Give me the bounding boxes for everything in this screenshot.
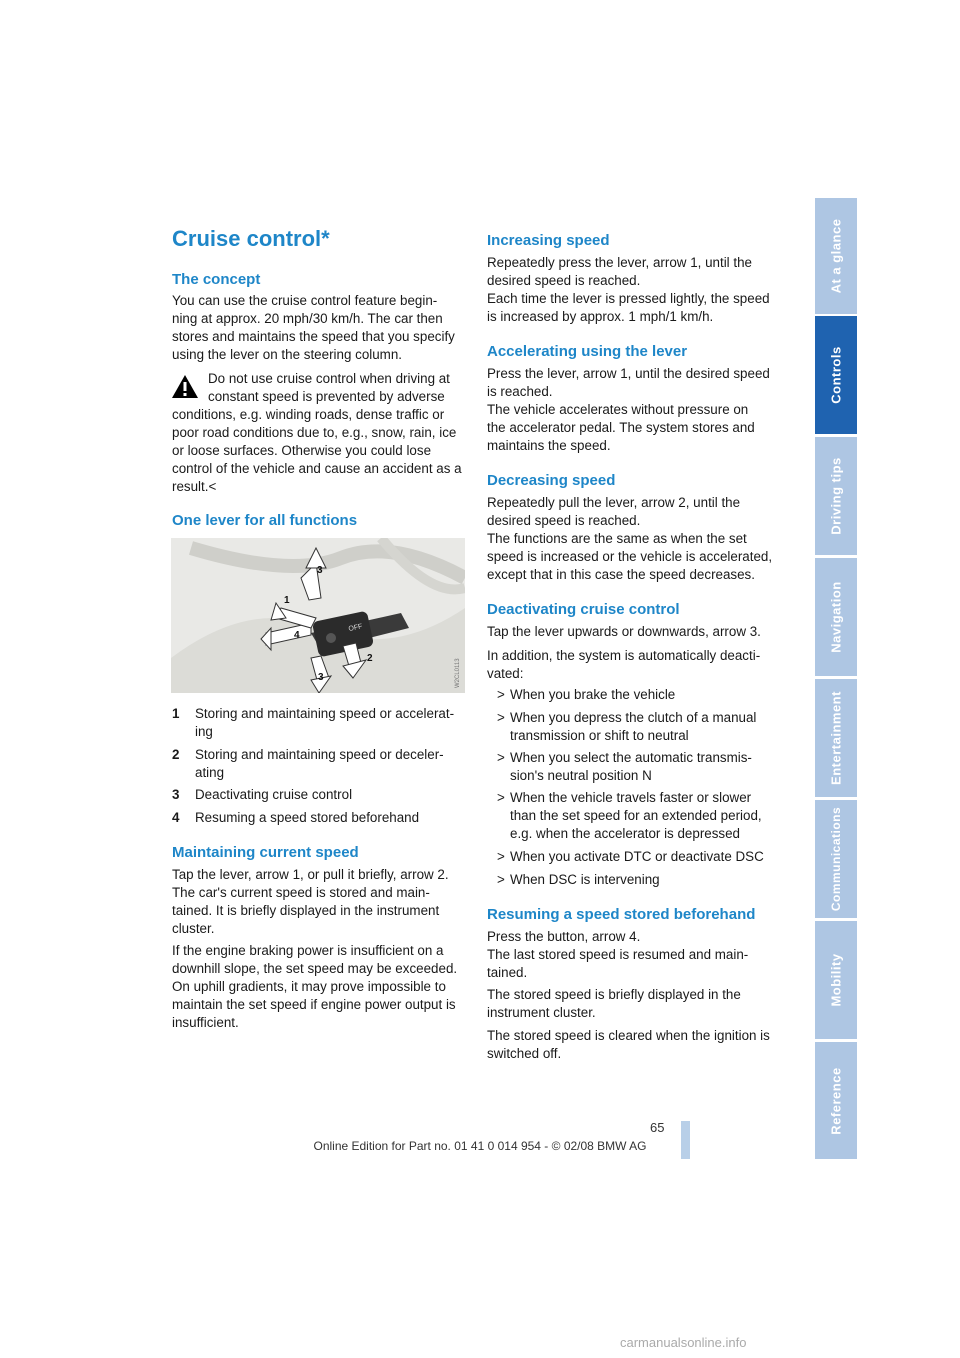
stored-paragraph — [487, 986, 783, 1022]
text-line: desired speed is reached. — [487, 273, 641, 288]
text-line: Do not use cruise control when driving at — [208, 371, 450, 386]
list-item — [487, 848, 779, 866]
legend-text — [195, 746, 467, 782]
decreasing-heading: Decreasing speed — [487, 472, 616, 489]
tab-mobility[interactable] — [815, 921, 857, 1039]
increasing-paragraph — [487, 254, 783, 326]
tab-label: At a glance — [828, 218, 844, 294]
engine-paragraph — [172, 942, 468, 1032]
text-line: e.g. when the accelerator is depressed — [510, 826, 741, 841]
text-line: stores and maintains the speed that you specify — [172, 329, 455, 344]
text-line: If the engine braking power is insufficient on a — [172, 943, 444, 958]
svg-text:OFF: OFF — [347, 623, 364, 633]
decreasing-paragraph — [487, 494, 783, 584]
text-line: cluster. — [172, 921, 215, 936]
text-line: Storing and maintaining speed or deceler- — [195, 747, 444, 762]
legend-number: 1 — [172, 706, 180, 721]
text-line: switched off. — [487, 1046, 562, 1061]
auto-deactivate-paragraph — [487, 647, 783, 683]
text-line: ning at approx. 20 mph/30 km/h. The car then — [172, 311, 443, 326]
text-line: downhill slope, the set speed may be exceeded. — [172, 961, 458, 976]
tab-navigation[interactable] — [815, 558, 857, 676]
bullet-marker: > — [497, 687, 505, 702]
text-line: ing — [195, 724, 213, 739]
text-line: The stored speed is briefly displayed in the — [487, 987, 741, 1002]
text-line: maintains the speed. — [487, 438, 611, 453]
text-line: Repeatedly pull the lever, arrow 2, until the — [487, 495, 741, 510]
concept-paragraph — [172, 292, 464, 364]
list-item — [487, 686, 779, 704]
text-line: Each time the lever is pressed lightly, the speed — [487, 291, 770, 306]
svg-text:1: 1 — [284, 595, 290, 606]
tab-entertainment[interactable] — [815, 679, 857, 797]
bullet-marker: > — [497, 710, 505, 725]
text-line: maintain the set speed if engine power output is — [172, 997, 456, 1012]
bullet-text — [510, 709, 780, 745]
text-line: The stored speed is cleared when the ignition is — [487, 1028, 770, 1043]
text-line: using the lever on the steering column. — [172, 347, 403, 362]
legend-text: Deactivating cruise control — [195, 787, 353, 802]
text-line: tained. — [487, 965, 528, 980]
text-line: Press the lever, arrow 1, until the desired speed — [487, 366, 770, 381]
text-line: Tap the lever, arrow 1, or pull it briefly, arrow 2. — [172, 867, 449, 882]
text-line: Press the button, arrow 4. — [487, 929, 641, 944]
tab-label: Controls — [828, 346, 844, 404]
text-line: When the vehicle travels faster or slower — [510, 790, 752, 805]
text-line: When you select the automatic transmis- — [510, 750, 752, 765]
legend-item — [172, 809, 468, 827]
text-line: The vehicle accelerates without pressure on — [487, 402, 749, 417]
cleared-paragraph — [487, 1027, 783, 1063]
text-line: is reached. — [487, 384, 553, 399]
lever-heading: One lever for all functions — [172, 512, 358, 529]
text-line: conditions, e.g. winding roads, dense traffic or — [172, 407, 445, 422]
legend-item — [172, 786, 468, 804]
tab-label: Reference — [828, 1066, 844, 1135]
page-title: Cruise control* — [172, 226, 330, 251]
text-line: The last stored speed is resumed and main- — [487, 947, 749, 962]
concept-heading: The concept — [172, 271, 261, 288]
bullet-marker: > — [497, 872, 505, 887]
tab-label: Navigation — [828, 581, 844, 653]
tab-driving-tips[interactable] — [815, 437, 857, 555]
bullet-marker: > — [497, 790, 505, 805]
text-line: On uphill gradients, it may prove impossible to — [172, 979, 446, 994]
tab-at-a-glance[interactable] — [815, 198, 857, 314]
text-line: the accelerator pedal. The system stores and — [487, 420, 755, 435]
maintain-heading: Maintaining current speed — [172, 844, 359, 861]
tab-label: Entertainment — [828, 691, 844, 785]
text-line: When you activate DTC or deactivate DSC — [510, 849, 764, 864]
resuming-heading: Resuming a speed stored beforehand — [487, 906, 756, 923]
tab-controls[interactable] — [815, 316, 857, 434]
warning-text-body — [172, 406, 468, 496]
legend-number: 2 — [172, 747, 180, 762]
legend-text — [195, 705, 467, 741]
text-line: When you depress the clutch of a manual — [510, 710, 757, 725]
image-code: W2CL0113 — [455, 658, 461, 688]
text-line: than the set speed for an extended period, — [510, 808, 762, 823]
text-line: ating — [195, 765, 225, 780]
list-item — [487, 789, 779, 843]
bullet-text — [510, 749, 780, 785]
text-line: When DSC is intervening — [510, 872, 660, 887]
list-item — [487, 871, 779, 889]
text-line: transmission or shift to neutral — [510, 728, 689, 743]
text-line: Storing and maintaining speed or accelerat- — [195, 706, 455, 721]
maintain-paragraph — [172, 866, 468, 938]
deactivating-text: Tap the lever upwards or downwards, arrow 3. — [487, 624, 761, 639]
list-item — [487, 709, 779, 745]
warning-icon — [171, 374, 199, 399]
page-number: 65 — [650, 1120, 665, 1135]
resuming-paragraph — [487, 928, 783, 982]
accelerating-heading: Accelerating using the lever — [487, 343, 688, 360]
tab-label: Communications — [829, 806, 843, 912]
list-item — [487, 749, 779, 785]
bullet-text — [510, 789, 780, 843]
text-line: When you brake the vehicle — [510, 687, 676, 702]
deactivating-heading: Deactivating cruise control — [487, 601, 680, 618]
legend-number: 3 — [172, 787, 180, 802]
text-line: result.< — [172, 479, 217, 494]
tab-label: Driving tips — [828, 457, 844, 535]
legend-item — [172, 705, 468, 741]
tab-communications[interactable] — [815, 800, 857, 918]
legend-item — [172, 746, 468, 782]
text-line: desired speed is reached. — [487, 513, 641, 528]
text-line: instrument cluster. — [487, 1005, 596, 1020]
warning-text-head — [208, 370, 470, 406]
tab-label: Mobility — [828, 953, 844, 1007]
text-line: constant speed is prevented by adverse — [208, 389, 445, 404]
svg-text:3: 3 — [317, 565, 323, 576]
legend-number: 4 — [172, 810, 180, 825]
text-line: except that in this case the speed decreases. — [487, 567, 755, 582]
svg-text:2: 2 — [367, 653, 373, 664]
text-line: poor road conditions due to, e.g., snow, rain, ice — [172, 425, 457, 440]
text-line: You can use the cruise control feature begin- — [172, 293, 438, 308]
bullet-marker: > — [497, 750, 505, 765]
text-line: is increased by approx. 1 mph/1 km/h. — [487, 309, 714, 324]
text-line: The car's current speed is stored and main- — [172, 885, 430, 900]
cruise-lever-illustration — [171, 538, 465, 693]
text-line: sion's neutral position N — [510, 768, 652, 783]
text-line: vated: — [487, 666, 524, 681]
accelerating-paragraph — [487, 365, 783, 455]
bullet-marker: > — [497, 849, 505, 864]
text-line: speed is increased or the vehicle is accelerated, — [487, 549, 773, 564]
text-line: or loose surfaces. Otherwise you could lose — [172, 443, 432, 458]
footer-edition: Online Edition for Part no. 01 41 0 014 954 - © 02/08 BMW AG — [313, 1139, 647, 1153]
watermark: carmanualsonline.info — [620, 1335, 747, 1350]
svg-text:3: 3 — [318, 672, 324, 683]
text-line: insufficient. — [172, 1015, 239, 1030]
svg-text:4: 4 — [294, 630, 300, 641]
text-line: Repeatedly press the lever, arrow 1, until the — [487, 255, 752, 270]
text-line: tained. It is briefly displayed in the instrument — [172, 903, 440, 918]
text-line: control of the vehicle and cause an accident as a — [172, 461, 462, 476]
text-line: The functions are the same as when the set — [487, 531, 747, 546]
increasing-heading: Increasing speed — [487, 232, 610, 249]
text-line: In addition, the system is automatically deacti- — [487, 648, 761, 663]
legend-text: Resuming a speed stored beforehand — [195, 810, 420, 825]
